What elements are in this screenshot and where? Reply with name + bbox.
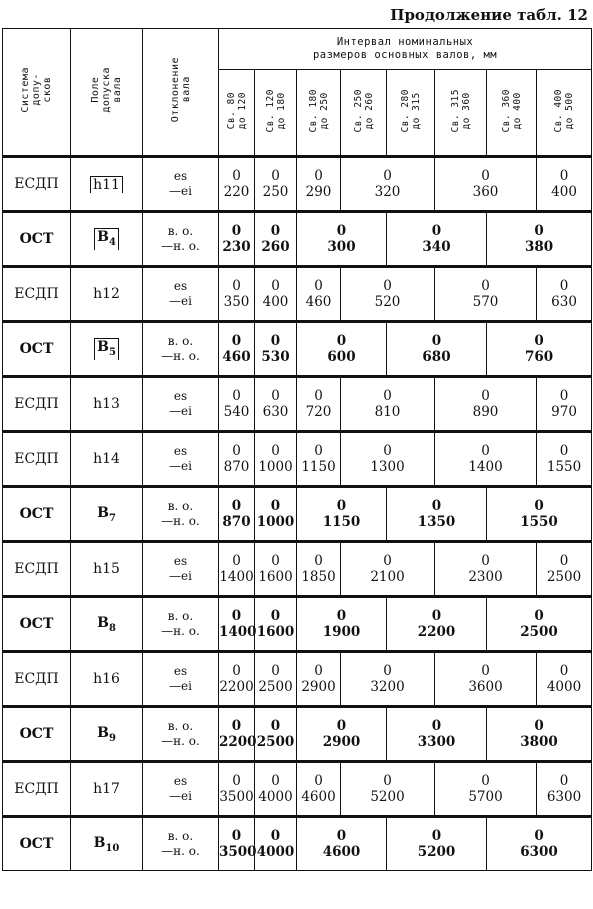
table-row [3,542,592,597]
value-cell: 0 870 [219,432,255,487]
table-row [3,322,592,377]
value-cell: 0 570 [435,267,537,322]
deviation-cell: в. о. —н. о. [143,212,219,267]
system-cell: ОСТ [3,707,71,762]
table-row [3,432,592,487]
value-cell: 0 1600 [255,597,297,652]
table-row [3,157,592,212]
deviation-cell: es —ei [143,432,219,487]
value-cell: 0 3800 [487,707,592,762]
value-cell: 0 810 [341,377,435,432]
header-range: Св. 120 до 180 [255,70,297,157]
value-cell: 0 5700 [435,762,537,817]
value-cell: 0 600 [297,322,387,377]
value-cell: 0 4000 [537,652,592,707]
value-cell: 0 320 [341,157,435,212]
header-range: Св. 80 до 120 [219,70,255,157]
value-cell: 0 400 [255,267,297,322]
value-cell: 0 1400 [219,597,255,652]
system-cell: ОСТ [3,212,71,267]
value-cell: 0 1000 [255,487,297,542]
value-cell: 0 720 [297,377,341,432]
value-cell: 0 6300 [487,817,592,871]
value-cell: 0 1350 [387,487,487,542]
system-cell: ЕСДП [3,652,71,707]
system-cell: ОСТ [3,322,71,377]
deviation-cell: es —ei [143,762,219,817]
table-row [3,652,592,707]
header-range: Св. 315 до 360 [435,70,487,157]
deviation-cell: в. о. —н. о. [143,487,219,542]
value-cell: 0 300 [297,212,387,267]
deviation-cell: es —ei [143,652,219,707]
value-cell: 0 890 [435,377,537,432]
field-cell: $B_{10}$ [71,817,143,871]
system-cell: ЕСДП [3,377,71,432]
value-cell: 0 1900 [297,597,387,652]
table-row [3,487,592,542]
value-cell: 0 260 [255,212,297,267]
deviation-cell: es —ei [143,267,219,322]
value-cell: 0 760 [487,322,592,377]
value-cell: 0 970 [537,377,592,432]
value-cell: 0 350 [219,267,255,322]
value-cell: 0 230 [219,212,255,267]
value-cell: 0 220 [219,157,255,212]
value-cell: 0 1150 [297,432,341,487]
value-cell: 0 2900 [297,707,387,762]
value-cell: 0 2500 [487,597,592,652]
deviation-cell: в. о. —н. о. [143,597,219,652]
deviation-cell: в. о. —н. о. [143,817,219,871]
value-cell: 0 290 [297,157,341,212]
table-row [3,267,592,322]
value-cell: 0 1550 [487,487,592,542]
value-cell: 0 460 [297,267,341,322]
value-cell: 0 380 [487,212,592,267]
value-cell: 0 1300 [341,432,435,487]
table-row [3,377,592,432]
field-cell: h15 [71,542,143,597]
field-cell: h14 [71,432,143,487]
value-cell: 0 250 [255,157,297,212]
system-cell: ЕСДП [3,542,71,597]
value-cell: 0 3600 [435,652,537,707]
value-cell: 0 2500 [255,707,297,762]
header-range: Св. 360 до 400 [487,70,537,157]
value-cell: 0 1000 [255,432,297,487]
table-row [3,762,592,817]
value-cell: 0 2500 [255,652,297,707]
table-row [3,212,592,267]
tolerance-table [2,28,592,871]
deviation-cell: es —ei [143,542,219,597]
value-cell: 0 2300 [435,542,537,597]
value-cell: 0 1400 [219,542,255,597]
field-cell: $B_9$ [71,707,143,762]
value-cell: 0 630 [255,377,297,432]
header-field: Поле допуска вала [71,29,143,157]
value-cell: 0 340 [387,212,487,267]
value-cell: 0 530 [255,322,297,377]
header-deviation: Отклонение вала [143,29,219,157]
field-cell: h16 [71,652,143,707]
value-cell: 0 5200 [387,817,487,871]
field-cell: h13 [71,377,143,432]
value-cell: 0 2200 [387,597,487,652]
header-range: Св. 250 до 260 [341,70,387,157]
value-cell: 0 5200 [341,762,435,817]
deviation-cell: в. о. —н. о. [143,707,219,762]
system-cell: ОСТ [3,597,71,652]
value-cell: 0 630 [537,267,592,322]
table-caption: Продолжение табл. 12 [390,6,588,24]
value-cell: 0 1150 [297,487,387,542]
value-cell: 0 460 [219,322,255,377]
table-row [3,707,592,762]
deviation-cell: es —ei [143,377,219,432]
value-cell: 0 400 [537,157,592,212]
system-cell: ЕСДП [3,267,71,322]
header-range: Св. 280 до 315 [387,70,435,157]
header-range: Св. 180 до 250 [297,70,341,157]
system-cell: ОСТ [3,487,71,542]
system-cell: ЕСДП [3,432,71,487]
value-cell: 0 4600 [297,762,341,817]
value-cell: 0 1400 [435,432,537,487]
value-cell: 0 1550 [537,432,592,487]
value-cell: 0 3500 [219,762,255,817]
value-cell: 0 4000 [255,762,297,817]
header-system: Система допу- сков [3,29,71,157]
value-cell: 0 3200 [341,652,435,707]
value-cell: 0 870 [219,487,255,542]
value-cell: 0 1850 [297,542,341,597]
system-cell: ЕСДП [3,762,71,817]
field-cell: h12 [71,267,143,322]
system-cell: ЕСДП [3,157,71,212]
value-cell: 0 360 [435,157,537,212]
field-cell: $B_7$ [71,487,143,542]
value-cell: 0 2500 [537,542,592,597]
value-cell: 0 2100 [341,542,435,597]
value-cell: 0 520 [341,267,435,322]
value-cell: 0 2200 [219,707,255,762]
value-cell: 0 540 [219,377,255,432]
system-cell: ОСТ [3,817,71,871]
field-cell: $B_8$ [71,597,143,652]
value-cell: 0 3500 [219,817,255,871]
table-row [3,597,592,652]
value-cell: 0 4600 [297,817,387,871]
field-cell: $B_5$ [71,322,143,377]
field-cell: $B_4$ [71,212,143,267]
value-cell: 0 6300 [537,762,592,817]
table-row [3,817,592,871]
value-cell: 0 1600 [255,542,297,597]
value-cell: 0 2900 [297,652,341,707]
header-range: Св. 400 до 500 [537,70,592,157]
deviation-cell: в. о. —н. о. [143,322,219,377]
value-cell: 0 680 [387,322,487,377]
field-cell: h11 [71,157,143,212]
value-cell: 0 2200 [219,652,255,707]
header-interval: Интервал номинальных размеров основных валов, мм [219,29,592,70]
deviation-cell: es —ei [143,157,219,212]
field-cell: h17 [71,762,143,817]
value-cell: 0 4000 [255,817,297,871]
value-cell: 0 3300 [387,707,487,762]
